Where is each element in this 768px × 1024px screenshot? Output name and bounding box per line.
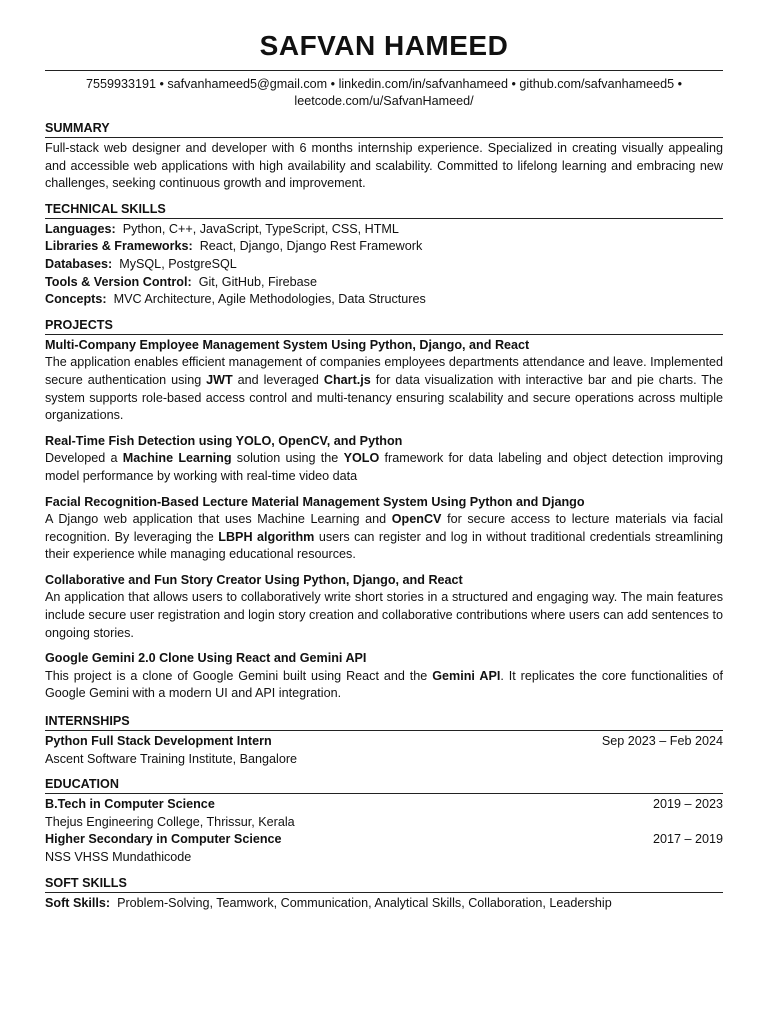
education-dates: 2019 – 2023 bbox=[652, 797, 723, 812]
project-description: A Django web application that uses Machine Learning and OpenCV for secure access to lecture materials via facial recognition. By leveraging the LBPH algorithm users can register and log in without traditional credentials streamlining their experience while managing educational resources. bbox=[45, 512, 724, 562]
project-item bbox=[45, 337, 723, 425]
contact-line-1: 7559933191 • safvanhameed5@gmail.com • linkedin.com/in/safvanhameed • github.com/safvanhameed5 • bbox=[85, 77, 683, 91]
project-title: Google Gemini 2.0 Clone Using React and Gemini API bbox=[45, 651, 367, 666]
project-item bbox=[45, 433, 723, 486]
highlight-term: OpenCV bbox=[391, 512, 442, 527]
project-item bbox=[45, 494, 723, 564]
skill-row bbox=[45, 238, 723, 256]
project-description: The application enables efficient management of companies employees departments attendance and leave. Implemented secure authentication using JWT and leveraged Chart.js for data visualization with interactive bar and pie charts. The system supports role-based access control and multi-tenancy ensuring scalability and secure operations across multiple organizations. bbox=[45, 355, 723, 423]
skill-row bbox=[45, 221, 723, 239]
project-item bbox=[45, 572, 723, 642]
skill-label: Databases: bbox=[45, 256, 113, 271]
education-school: Thejus Engineering College, Thrissur, Kerala bbox=[45, 814, 295, 829]
soft-skills-section bbox=[45, 875, 723, 913]
technical-skills-section bbox=[45, 201, 723, 309]
soft-skills-label: Soft Skills: bbox=[45, 895, 111, 910]
skill-row bbox=[45, 256, 723, 274]
summary-text: Full-stack web designer and developer with 6 months internship experience. Specialized in creating visually appealing and accessible web applications with high availability and scalability. Committed to lifelong learning and embracing new challenges, seeking continuous growth and improvement. bbox=[45, 141, 723, 191]
education-school: NSS VHSS Mundathicode bbox=[45, 850, 192, 864]
skill-value: React, Django, Django Rest Framework bbox=[199, 239, 423, 254]
contact-line-2: leetcode.com/u/SafvanHameed/ bbox=[294, 94, 474, 108]
project-title: Multi-Company Employee Management System Using Python, Django, and React bbox=[45, 337, 530, 352]
project-description: Developed a Machine Learning solution using the YOLO framework for data labeling and object detection improving model performance by working with real-time video data bbox=[45, 451, 723, 483]
project-title: Real-Time Fish Detection using YOLO, OpenCV, and Python bbox=[45, 433, 403, 448]
section-title-internships: INTERNSHIPS bbox=[45, 713, 723, 731]
soft-skills-value: Problem-Solving, Teamwork, Communication, Analytical Skills, Collaboration, Leadership bbox=[117, 895, 612, 910]
education-row bbox=[45, 831, 723, 849]
project-item bbox=[45, 650, 723, 703]
skill-label: Tools & Version Control: bbox=[45, 274, 192, 289]
skill-label: Libraries & Frameworks: bbox=[45, 239, 193, 254]
highlight-term: Chart.js bbox=[323, 372, 371, 387]
section-title-summary: SUMMARY bbox=[45, 120, 723, 138]
skill-row bbox=[45, 274, 723, 292]
candidate-name: SAFVAN HAMEED bbox=[259, 30, 509, 61]
highlight-term: YOLO bbox=[343, 451, 380, 466]
education-degree: B.Tech in Computer Science bbox=[45, 797, 215, 812]
highlight-term: LBPH algorithm bbox=[218, 529, 315, 544]
summary-section bbox=[45, 120, 723, 193]
header-divider bbox=[45, 70, 723, 71]
education-section bbox=[45, 776, 723, 866]
projects-section bbox=[45, 317, 723, 703]
education-row bbox=[45, 796, 723, 814]
internship-org: Ascent Software Training Institute, Bangalore bbox=[45, 751, 298, 766]
skill-value: Python, C++, JavaScript, TypeScript, CSS, HTML bbox=[122, 221, 399, 236]
skill-row bbox=[45, 291, 723, 309]
skill-value: Git, GitHub, Firebase bbox=[198, 274, 317, 289]
highlight-term: Machine Learning bbox=[122, 451, 232, 466]
project-description: An application that allows users to collaboratively write short stories in a structured and engaging way. The main features include secure user registration and login story creation and collaborative contributions where users can add sentences to ongoing stories. bbox=[45, 590, 723, 640]
internship-dates: Sep 2023 – Feb 2024 bbox=[601, 734, 723, 749]
section-title-projects: PROJECTS bbox=[45, 317, 723, 335]
skill-label: Languages: bbox=[45, 221, 116, 236]
education-degree: Higher Secondary in Computer Science bbox=[45, 832, 282, 847]
internships-section bbox=[45, 713, 723, 768]
project-description: This project is a clone of Google Gemini built using React and the Gemini API. It replicates the core functionalities of Google Gemini with a modern UI and API integration. bbox=[45, 668, 723, 701]
section-title-skills: TECHNICAL SKILLS bbox=[45, 201, 723, 219]
education-dates: 2017 – 2019 bbox=[652, 832, 723, 847]
section-title-soft-skills: SOFT SKILLS bbox=[45, 875, 723, 893]
skill-value: MySQL, PostgreSQL bbox=[119, 256, 237, 271]
internship-role: Python Full Stack Development Intern bbox=[45, 734, 272, 749]
contact-info bbox=[45, 76, 723, 110]
skill-value: MVC Architecture, Agile Methodologies, Data Structures bbox=[113, 292, 426, 307]
project-title: Facial Recognition-Based Lecture Material Management System Using Python and Django bbox=[45, 494, 585, 509]
soft-skills-row bbox=[45, 895, 723, 913]
highlight-term: Gemini API bbox=[432, 668, 501, 683]
section-title-education: EDUCATION bbox=[45, 776, 723, 794]
skill-label: Concepts: bbox=[45, 292, 107, 307]
resume-body bbox=[45, 120, 723, 912]
project-title: Collaborative and Fun Story Creator Using Python, Django, and React bbox=[45, 572, 463, 587]
highlight-term: JWT bbox=[206, 372, 233, 387]
internship-row bbox=[45, 733, 723, 751]
